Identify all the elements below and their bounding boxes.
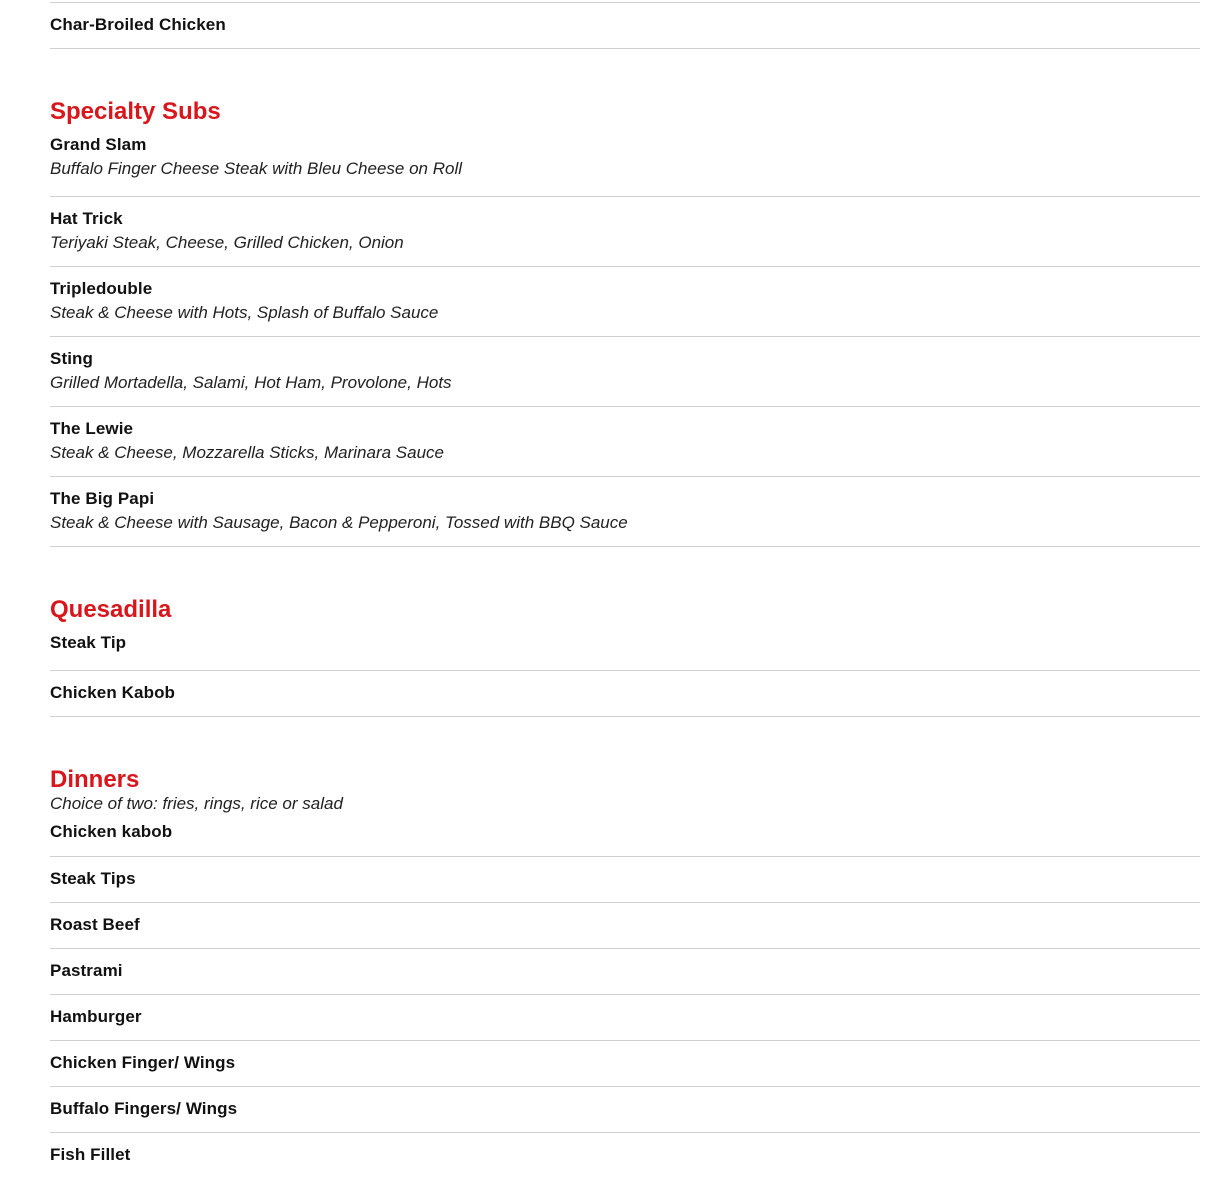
menu-item [50, 407, 1200, 476]
item-name: Chicken kabob [50, 822, 173, 841]
item-name: Hat Trick [50, 209, 123, 228]
menu-item [50, 197, 1200, 266]
section-title-dinners: Dinners [50, 766, 140, 793]
item-description: Steak & Cheese with Hots, Splash of Buffalo Sauce [50, 303, 439, 322]
item-name: Grand Slam [50, 135, 147, 154]
item-name: Chicken Finger/ Wings [50, 1053, 236, 1072]
menu-item [50, 949, 1200, 994]
item-name: Char-Broiled Chicken [50, 15, 226, 34]
item-name: Pastrami [50, 961, 123, 980]
item-name: Hamburger [50, 1007, 142, 1026]
item-description: Teriyaki Steak, Cheese, Grilled Chicken, Onion [50, 233, 404, 252]
menu-item [50, 3, 1200, 48]
item-name: Sting [50, 349, 93, 368]
menu-item [50, 814, 1200, 856]
menu-item [50, 625, 1200, 670]
item-description: Steak & Cheese with Sausage, Bacon & Pepperoni, Tossed with BBQ Sauce [50, 513, 628, 532]
item-name: The Lewie [50, 419, 134, 438]
menu-item [50, 1087, 1200, 1132]
section-note: Choice of two: fries, rings, rice or salad [50, 794, 343, 813]
item-name: Roast Beef [50, 915, 140, 934]
menu-item [50, 671, 1200, 716]
item-description: Buffalo Finger Cheese Steak with Bleu Cheese on Roll [50, 159, 463, 178]
menu-item [50, 1041, 1200, 1086]
menu-item [50, 337, 1200, 406]
item-description: Grilled Mortadella, Salami, Hot Ham, Provolone, Hots [50, 373, 452, 392]
item-name: Fish Fillet [50, 1145, 131, 1164]
menu-item [50, 127, 1200, 196]
menu-item [50, 477, 1200, 546]
item-name: Steak Tips [50, 869, 136, 888]
item-name: Steak Tip [50, 633, 127, 652]
section-title-specialty-subs: Specialty Subs [50, 98, 221, 125]
menu-item [50, 857, 1200, 902]
menu-item [50, 1133, 1200, 1178]
section-title-quesadilla: Quesadilla [50, 596, 172, 623]
item-name: The Big Papi [50, 489, 155, 508]
item-name: Tripledouble [50, 279, 153, 298]
menu-item [50, 903, 1200, 948]
item-name: Buffalo Fingers/ Wings [50, 1099, 238, 1118]
item-name: Chicken Kabob [50, 683, 176, 702]
item-description: Steak & Cheese, Mozzarella Sticks, Marinara Sauce [50, 443, 445, 462]
menu-item [50, 267, 1200, 336]
menu-item [50, 995, 1200, 1040]
menu-list [50, 2, 1200, 1178]
